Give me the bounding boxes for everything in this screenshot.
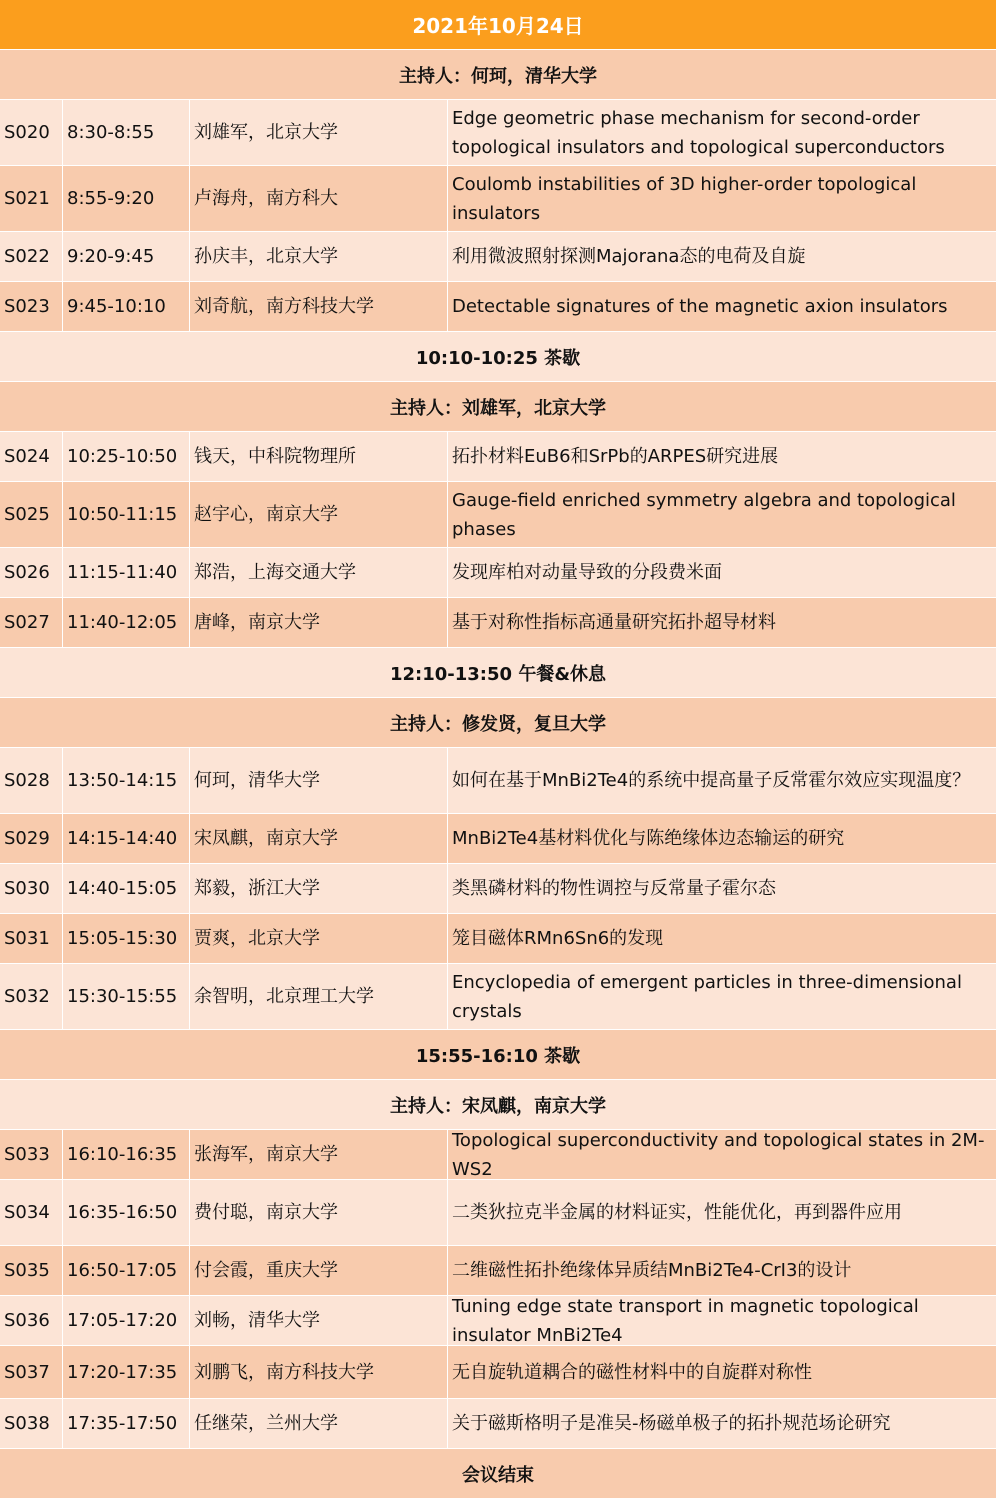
talk-time: 17:20-17:35 [63, 1346, 190, 1398]
talk-title: 如何在基于MnBi2Te4的系统中提高量子反常霍尔效应实现温度？ [452, 770, 971, 791]
talk-code: S035 [0, 1246, 63, 1295]
talk-row [0, 914, 996, 964]
talk-speaker: 郑毅，浙江大学 [190, 864, 448, 913]
talk-code: S029 [0, 814, 63, 863]
talk-speaker: 唐峰，南京大学 [190, 598, 448, 647]
section-label: 12:10-13:50 午餐&休息 [389, 663, 607, 685]
section-label: 主持人：修发贤，复旦大学 [390, 713, 606, 735]
talk-row [0, 548, 996, 598]
talk-title: Coulomb instabilities of 3D higher-order topological insulators [452, 173, 917, 224]
section-row [0, 1449, 996, 1499]
talk-row [0, 1399, 996, 1449]
talk-code: S021 [0, 166, 63, 231]
talk-code: S027 [0, 598, 63, 647]
talk-time: 15:30-15:55 [63, 964, 190, 1029]
talk-speaker: 任继荣，兰州大学 [190, 1399, 448, 1448]
talk-time: 11:40-12:05 [63, 598, 190, 647]
talk-row [0, 166, 996, 232]
talk-row [0, 1180, 996, 1246]
talk-title: 拓扑材料EuB6和SrPb的ARPES研究进展 [452, 446, 779, 467]
talk-speaker: 钱天，中科院物理所 [190, 432, 448, 481]
talk-speaker: 郑浩，上海交通大学 [190, 548, 448, 597]
talk-time: 14:15-14:40 [63, 814, 190, 863]
talk-row [0, 1130, 996, 1180]
section-label: 会议结束 [462, 1464, 534, 1486]
talk-title: 关于磁斯格明子是准吴-杨磁单极子的拓扑规范场论研究 [452, 1413, 891, 1434]
talk-code: S030 [0, 864, 63, 913]
talk-time: 10:50-11:15 [63, 482, 190, 547]
section-row [0, 1030, 996, 1080]
section-row [0, 50, 996, 100]
talk-title: 无自旋轨道耦合的磁性材料中的自旋群对称性 [452, 1361, 812, 1383]
section-row [0, 698, 996, 748]
talk-time: 9:20-9:45 [63, 232, 190, 281]
talk-code: S038 [0, 1399, 63, 1448]
talk-row [0, 100, 996, 166]
section-row [0, 648, 996, 698]
talk-title: 笼目磁体RMn6Sn6的发现 [452, 928, 664, 949]
talk-row [0, 814, 996, 864]
talk-time: 17:05-17:20 [63, 1296, 190, 1345]
talk-title: MnBi2Te4基材料优化与陈绝缘体边态输运的研究 [452, 828, 845, 849]
talk-code: S025 [0, 482, 63, 547]
section-row [0, 1080, 996, 1130]
section-label: 15:55-16:10 茶歇 [415, 1045, 581, 1067]
talk-title: Gauge-field enriched symmetry algebra and topological phases [452, 489, 956, 540]
talk-time: 13:50-14:15 [63, 748, 190, 813]
talk-code: S033 [0, 1130, 63, 1179]
talk-row [0, 1246, 996, 1296]
talk-title: Edge geometric phase mechanism for second-order topological insulators and topological superconductors [452, 107, 945, 158]
talk-speaker: 何珂，清华大学 [190, 748, 448, 813]
talk-title: 利用微波照射探测Majorana态的电荷及自旋 [452, 246, 806, 267]
talk-row [0, 432, 996, 482]
talk-row [0, 1296, 996, 1346]
talk-time: 8:55-9:20 [63, 166, 190, 231]
talk-code: S023 [0, 282, 63, 331]
talk-row [0, 282, 996, 332]
talk-row [0, 964, 996, 1030]
talk-row [0, 748, 996, 814]
talk-row [0, 1346, 996, 1399]
talk-code: S036 [0, 1296, 63, 1345]
section-label: 主持人：宋凤麒，南京大学 [390, 1095, 606, 1117]
talk-title: Tuning edge state transport in magnetic topological insulator MnBi2Te4 [452, 1295, 919, 1346]
talk-speaker: 张海军，南京大学 [190, 1130, 448, 1179]
section-label: 主持人：何珂，清华大学 [399, 65, 597, 87]
talk-row [0, 864, 996, 914]
talk-title: Topological superconductivity and topological states in 2M-WS2 [452, 1129, 985, 1180]
talk-title: Encyclopedia of emergent particles in three-dimensional crystals [452, 971, 962, 1022]
talk-row [0, 482, 996, 548]
talk-title: Detectable signatures of the magnetic axion insulators [452, 296, 948, 317]
talk-speaker: 费付聪，南京大学 [190, 1180, 448, 1245]
talk-speaker: 刘雄军，北京大学 [190, 100, 448, 165]
talk-code: S020 [0, 100, 63, 165]
talk-code: S024 [0, 432, 63, 481]
talk-time: 16:35-16:50 [63, 1180, 190, 1245]
talk-speaker: 宋凤麒，南京大学 [190, 814, 448, 863]
talk-code: S026 [0, 548, 63, 597]
talk-speaker: 刘奇航，南方科技大学 [190, 282, 448, 331]
talk-row [0, 598, 996, 648]
talk-time: 14:40-15:05 [63, 864, 190, 913]
talk-time: 11:15-11:40 [63, 548, 190, 597]
schedule-rows [0, 50, 996, 1499]
talk-code: S028 [0, 748, 63, 813]
talk-code: S032 [0, 964, 63, 1029]
section-row [0, 382, 996, 432]
talk-time: 10:25-10:50 [63, 432, 190, 481]
talk-speaker: 刘畅，清华大学 [190, 1296, 448, 1345]
talk-time: 9:45-10:10 [63, 282, 190, 331]
talk-title: 二类狄拉克半金属的材料证实，性能优化，再到器件应用 [452, 1202, 902, 1223]
talk-code: S034 [0, 1180, 63, 1245]
talk-time: 16:50-17:05 [63, 1246, 190, 1295]
talk-code: S031 [0, 914, 63, 963]
talk-title: 发现库柏对动量导致的分段费米面 [452, 562, 722, 583]
talk-row [0, 232, 996, 282]
talk-code: S037 [0, 1346, 63, 1398]
talk-time: 16:10-16:35 [63, 1130, 190, 1179]
talk-code: S022 [0, 232, 63, 281]
talk-speaker: 卢海舟，南方科大 [190, 166, 448, 231]
talk-speaker: 付会霞，重庆大学 [190, 1246, 448, 1295]
talk-speaker: 余智明，北京理工大学 [190, 964, 448, 1029]
date-title: 2021年10月24日 [412, 14, 584, 38]
talk-speaker: 孙庆丰，北京大学 [190, 232, 448, 281]
talk-title: 类黑磷材料的物性调控与反常量子霍尔态 [452, 878, 776, 899]
talk-speaker: 刘鹏飞，南方科技大学 [190, 1346, 448, 1398]
talk-speaker: 贾爽，北京大学 [190, 914, 448, 963]
date-header [0, 0, 996, 50]
section-label: 10:10-10:25 茶歇 [415, 347, 581, 369]
talk-speaker: 赵宇心，南京大学 [190, 482, 448, 547]
talk-time: 8:30-8:55 [63, 100, 190, 165]
talk-time: 17:35-17:50 [63, 1399, 190, 1448]
talk-title: 基于对称性指标高通量研究拓扑超导材料 [452, 612, 776, 633]
section-label: 主持人：刘雄军，北京大学 [390, 397, 606, 419]
section-row [0, 332, 996, 382]
talk-title: 二维磁性拓扑绝缘体异质结MnBi2Te4-CrI3的设计 [452, 1260, 852, 1281]
talk-time: 15:05-15:30 [63, 914, 190, 963]
